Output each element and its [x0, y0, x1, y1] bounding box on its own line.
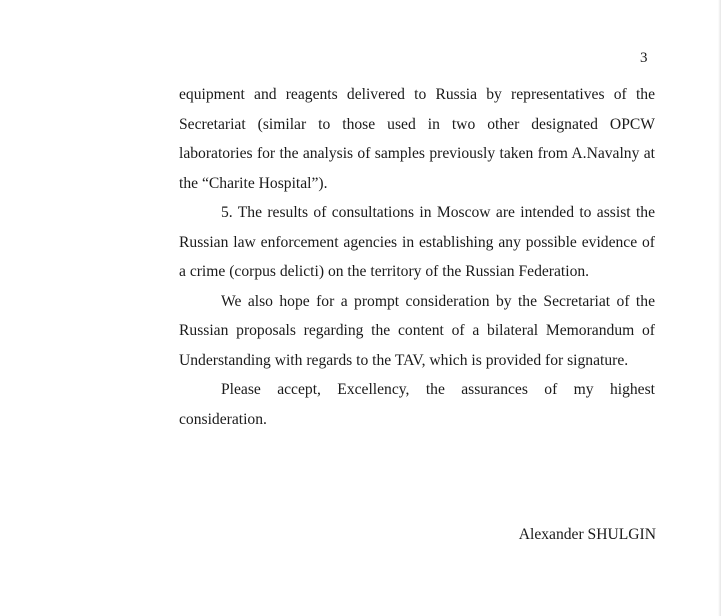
- letter-body: [179, 80, 655, 434]
- paragraph-closing: Please accept, Excellency, the assurances of my highest consideration.: [179, 381, 655, 428]
- paragraph-memorandum: We also hope for a prompt consideration by the Secretariat of the Russian proposals regarding the content of a bilateral Memorandum of Understanding with regards to the TAV, which is provided for signature.: [179, 292, 655, 369]
- paragraph-continuation: equipment and reagents delivered to Russia by representatives of the Secretariat (similar to those used in two other designated OPCW laboratories for the analysis of samples previously taken from A.Navalny at the “Charite Hospital”).: [179, 86, 655, 192]
- page-number: 3: [640, 50, 648, 66]
- paragraph-point-5: 5. The results of consultations in Moscow are intended to assist the Russian law enforcement agencies in establishing any possible evidence of a crime (corpus delicti) on the territory of the Russian Federation.: [179, 204, 655, 280]
- signature-name: Alexander SHULGIN: [518, 526, 656, 543]
